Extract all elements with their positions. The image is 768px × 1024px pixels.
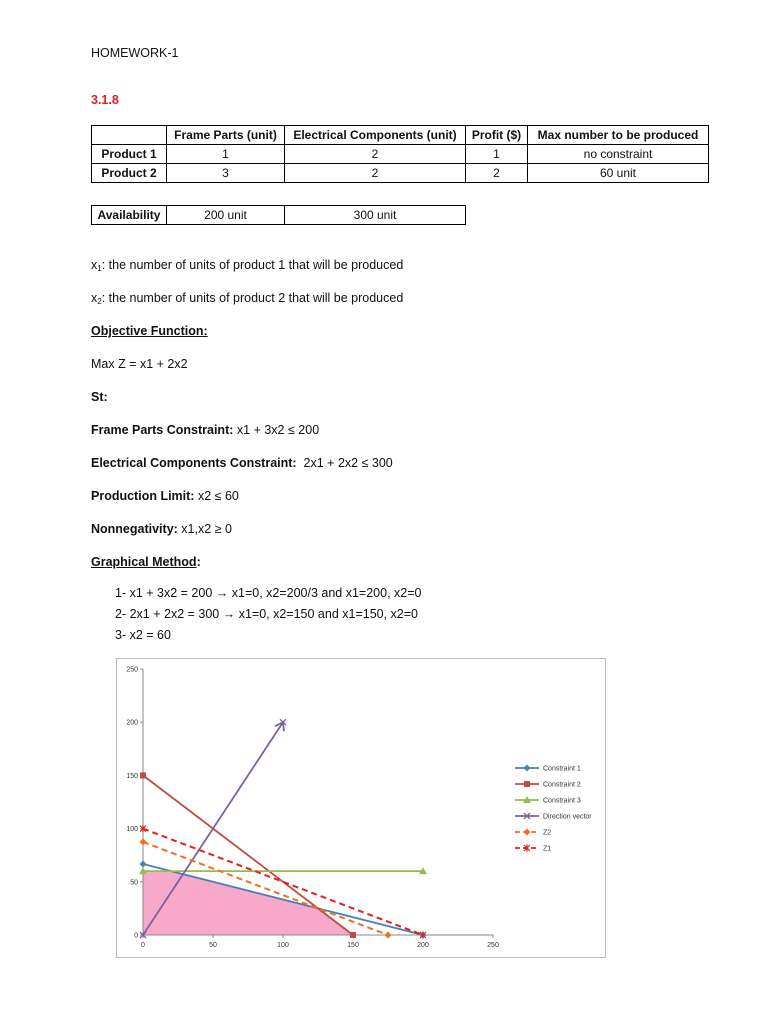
production-limit: Production Limit: x2 ≤ 60: [91, 489, 239, 503]
table-cell: 2: [285, 145, 466, 164]
x-tick-label: 50: [209, 942, 217, 949]
table-row: [92, 206, 466, 225]
document-title: HOMEWORK-1: [91, 46, 179, 60]
objective-heading: Objective Function:: [91, 324, 208, 338]
product-table: [91, 125, 709, 183]
table-cell: no constraint: [528, 145, 709, 164]
y-tick-label: 0: [134, 932, 138, 940]
legend-z1-label: Z1: [543, 845, 552, 853]
y-tick-label: 150: [126, 772, 138, 780]
objective-function: Max Z = x1 + 2x2: [91, 357, 188, 371]
legend-constraint-2-marker: [524, 781, 530, 787]
legend-z2-marker: [524, 829, 531, 836]
legend-constraint-1-label: Constraint 1: [543, 765, 581, 773]
constraint-1-point: [140, 861, 147, 868]
x-tick-label: 250: [487, 942, 499, 949]
table-row: [92, 164, 709, 183]
table-cell: 2: [285, 164, 466, 183]
legend-constraint-1-marker: [524, 765, 531, 772]
table-header-cell: Max number to be produced: [528, 126, 709, 145]
table-cell: 2: [466, 164, 528, 183]
table-cell: 3: [167, 164, 285, 183]
legend-constraint-2-label: Constraint 2: [543, 781, 581, 789]
frame-constraint: Frame Parts Constraint: x1 + 3x2 ≤ 200: [91, 423, 320, 437]
table-header-cell: [92, 126, 167, 145]
electrical-constraint: Electrical Components Constraint: 2x1 + 2x2 ≤ 300: [91, 456, 393, 470]
z2-point: [385, 932, 392, 939]
legend-direction-vector-label: Direction vector: [543, 813, 592, 821]
table-cell: 1: [466, 145, 528, 164]
availability-table: [91, 205, 466, 225]
availability-electrical: 300 unit: [285, 206, 466, 225]
table-row: [92, 145, 709, 164]
step-3: 3- x2 = 60: [115, 628, 171, 642]
table-cell: Product 2: [92, 164, 167, 183]
step-1: 1- x1 + 3x2 = 200 → x1=0, x2=200/3 and x1=200, x2=0: [115, 586, 422, 600]
table-header-row: [92, 126, 709, 145]
x-tick-label: 150: [347, 942, 359, 949]
definition-x1: $x_1$: the number of units of product 1 that will be produced: [91, 258, 404, 273]
y-tick-label: 200: [126, 719, 138, 727]
chart-svg: [117, 659, 605, 957]
step-2: 2- 2x1 + 2x2 = 300 → x1=0, x2=150 and x1=150, x2=0: [115, 607, 419, 621]
definition-x2: $x_2$: the number of units of product 2 that will be produced: [91, 291, 404, 306]
x-tick-label: 200: [417, 942, 429, 949]
table-cell: Product 1: [92, 145, 167, 164]
section-number: 3.1.8: [91, 93, 119, 107]
availability-label: Availability: [92, 206, 167, 225]
legend-constraint-3-label: Constraint 3: [543, 797, 581, 805]
legend-z2-label: Z2: [543, 829, 552, 837]
x-tick-label: 0: [141, 942, 145, 949]
table-cell: 60 unit: [528, 164, 709, 183]
y-tick-label: 100: [126, 826, 138, 834]
table-header-cell: Frame Parts (unit): [167, 126, 285, 145]
x-tick-label: 100: [277, 942, 289, 949]
table-header-cell: Profit ($): [466, 126, 528, 145]
y-tick-label: 250: [126, 666, 138, 674]
y-tick-label: 50: [130, 879, 138, 887]
graphical-heading: Graphical Method:: [91, 555, 201, 569]
subject-to: St:: [91, 390, 108, 404]
z2-point: [140, 838, 147, 845]
table-header-cell: Electrical Components (unit): [285, 126, 466, 145]
constraint-2-point: [350, 932, 356, 938]
availability-frame: 200 unit: [167, 206, 285, 225]
chart-container: [116, 658, 606, 958]
constraint-2-point: [140, 772, 146, 778]
nonnegativity: Nonnegativity: x1,x2 ≥ 0: [91, 522, 232, 536]
table-cell: 1: [167, 145, 285, 164]
